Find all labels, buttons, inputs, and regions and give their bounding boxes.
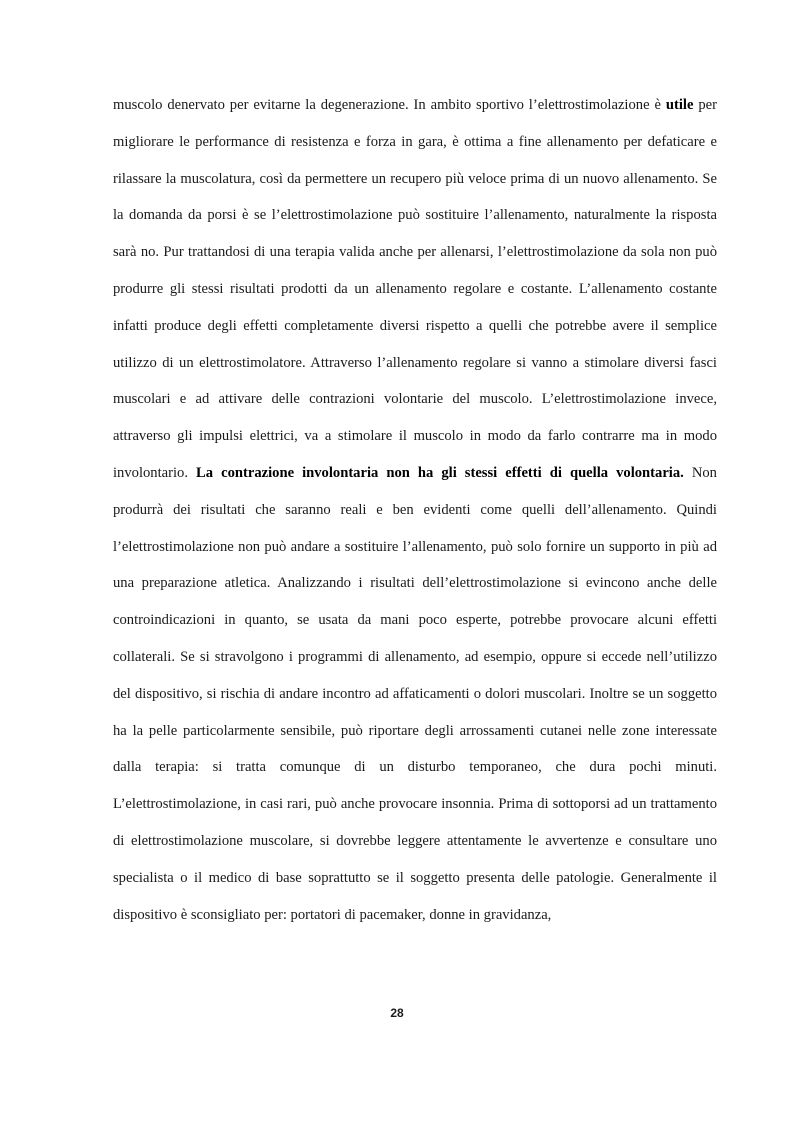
- text-run: per migliorare le performance di resistenza e forza in gara, è ottima a fine allenamento per defaticare e rilassare la muscolatura, così da permettere un recupero più veloce prima di un nuovo allenamento. Se la domanda da porsi è se l’elettrostimolazione può sostituire l’allenamento, naturalmente la risposta sarà no. Pur trattandosi di una terapia valida anche per allenarsi, l’elettrostimolazione da sola non può produrre gli stessi risultati prodotti da un allenamento regolare e costante. L’allenamento costante infatti produce degli effetti completamente diversi rispetto a quelli che potrebbe avere il semplice utilizzo di un elettrostimolatore. Attraverso l’allenamento regolare si vanno a stimolare diversi fasci muscolari e ad attivare delle contrazioni volontarie del muscolo. L’elettrostimolazione invece, attraverso gli impulsi elettrici, va a stimolare il muscolo in modo da farlo contrarre ma in modo involontario.: [113, 97, 717, 481]
- text-run: Non produrrà dei risultati che saranno reali e ben evidenti come quelli dell’allenamento. Quindi l’elettrostimolazione non può andare a sostituire l’allenamento, può solo fornire un supporto in più ad una preparazione atletica. Analizzando i risultati dell’elettrostimolazione si evincono anche delle controindicazioni in quanto, se usata da mani poco esperte, potrebbe provocare alcuni effetti collaterali. Se si stravolgono i programmi di allenamento, ad esempio, oppure si eccede nell’utilizzo del dispositivo, si rischia di andare incontro ad affaticamenti o dolori muscolari. Inoltre se un soggetto ha la pelle particolarmente sensibile, può riportare degli arrossamenti cutanei nelle zone interessate dalla terapia: si tratta comunque di un disturbo temporaneo, che dura pochi minuti. L’elettrostimolazione, in casi rari, può anche provocare insonnia. Prima di sottoporsi ad un trattamento di elettrostimolazione muscolare, si dovrebbe leggere attentamente le avvertenze e consultare uno specialista o il medico di base soprattutto se il soggetto presenta delle patologie. Generalmente il dispositivo è sconsigliato per: portatori di pacemaker, donne in gravidanza,: [113, 464, 717, 923]
- body-paragraph: [113, 87, 717, 933]
- text-run: muscolo denervato per evitarne la degenerazione. In ambito sportivo l’elettrostimolazione è: [113, 97, 666, 113]
- page-number: 28: [390, 1006, 404, 1020]
- bold-run-utile: utile: [665, 97, 694, 113]
- document-page: [113, 87, 717, 933]
- bold-run-statement: La contrazione involontaria non ha gli stessi effetti di quella volontaria.: [196, 464, 684, 481]
